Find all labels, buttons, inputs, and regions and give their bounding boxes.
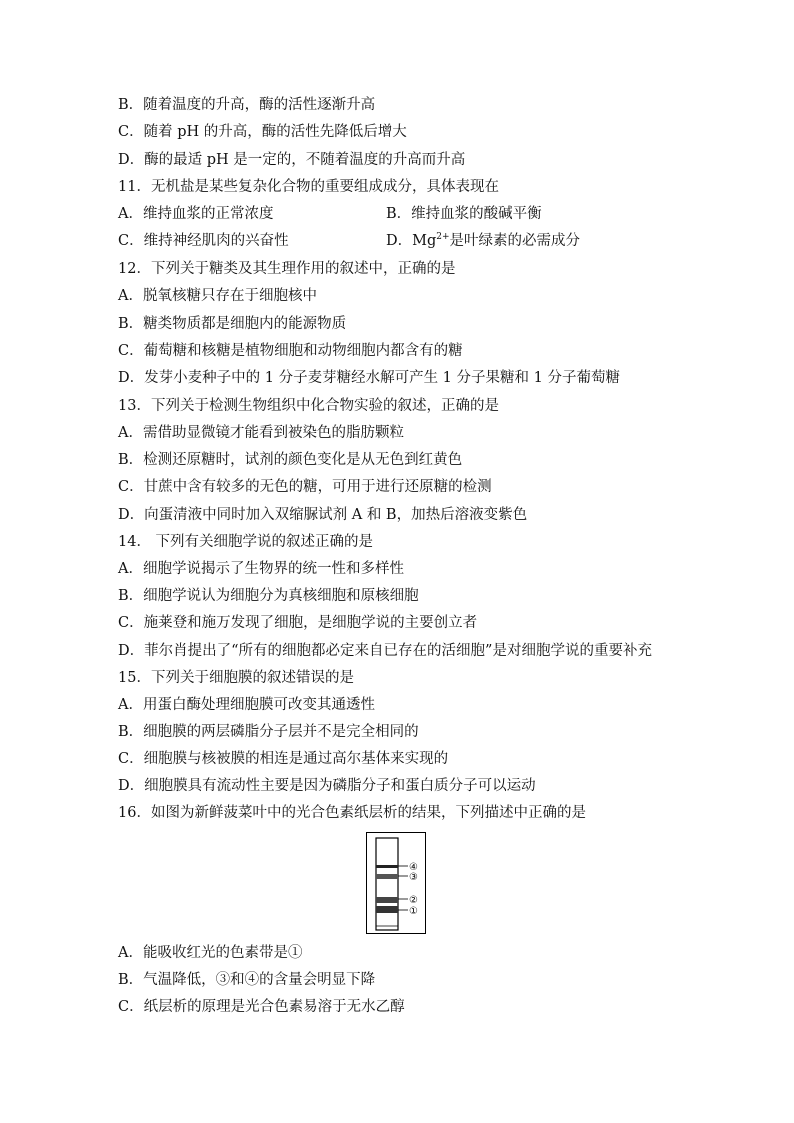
q13-option-c: C．甘蔗中含有较多的无色的糖，可用于进行还原糖的检测 — [118, 479, 492, 495]
q15-option-d: D．细胞膜具有流动性主要是因为磷脂分子和蛋白质分子可以运动 — [118, 778, 536, 794]
q12-option-b: B．糖类物质都是细胞内的能源物质 — [118, 316, 347, 332]
q10-option-b: B．随着温度的升高，酶的活性逐渐升高 — [118, 97, 376, 113]
chromatography-figure — [366, 832, 426, 934]
q15-option-c: C．细胞膜与核被膜的相连是通过高尔基体来实现的 — [118, 751, 449, 767]
q16-stem: 16．如图为新鲜菠菜叶中的光合色素纸层析的结果，下列描述中正确的是 — [118, 805, 586, 821]
q13-option-b: B．检测还原糖时，试剂的颜色变化是从无色到红黄色 — [118, 452, 463, 468]
q10-option-d: D．酶的最适 pH 是一定的，不随着温度的升高而升高 — [118, 152, 466, 168]
q11-stem: 11．无机盐是某些复杂化合物的重要组成成分，具体表现在 — [118, 179, 499, 195]
q11-option-d-suffix: 是叶绿素的必需成分 — [449, 233, 581, 249]
paper-strip — [376, 838, 398, 930]
q14-option-d: D．菲尔肖提出了“所有的细胞都必定来自已存在的活细胞”是对细胞学说的重要补充 — [118, 643, 652, 659]
q12-option-d: D．发芽小麦种子中的 1 分子麦芽糖经水解可产生 1 分子果糖和 1 分子葡萄糖 — [118, 370, 620, 386]
q13-option-a: A．需借助显微镜才能看到被染色的脂肪颗粒 — [118, 425, 404, 441]
q12-stem: 12．下列关于糖类及其生理作用的叙述中，正确的是 — [118, 261, 456, 277]
q12-option-a: A．脱氧核糖只存在于细胞核中 — [118, 288, 317, 304]
q16-option-a: A．能吸收红光的色素带是① — [118, 945, 303, 961]
q11-option-a: A．维持血浆的正常浓度 — [118, 206, 274, 222]
q15-option-a: A．用蛋白酶处理细胞膜可改变其通透性 — [118, 697, 375, 713]
q11-option-c: C．维持神经肌肉的兴奋性 — [118, 233, 289, 249]
q12-option-c: C．葡萄糖和核糖是植物细胞和动物细胞内都含有的糖 — [118, 343, 463, 359]
band-label-3: ③ — [409, 872, 418, 883]
q14-option-c: C．施莱登和施万发现了细胞，是细胞学说的主要创立者 — [118, 615, 478, 631]
band-2 — [376, 897, 398, 903]
q11-option-d-prefix: D．Mg — [386, 233, 437, 249]
q11-option-d-superscript: 2+ — [436, 232, 450, 243]
q10-option-c: C．随着 pH 的升高，酶的活性先降低后增大 — [118, 124, 407, 140]
q13-option-d: D．向蛋清液中同时加入双缩脲试剂 A 和 B，加热后溶液变紫色 — [118, 507, 528, 523]
q14-stem: 14． 下列有关细胞学说的叙述正确的是 — [118, 534, 374, 550]
q15-stem: 15．下列关于细胞膜的叙述错误的是 — [118, 670, 354, 686]
q13-stem: 13．下列关于检测生物组织中化合物实验的叙述，正确的是 — [118, 398, 499, 414]
band-4 — [376, 865, 398, 868]
q14-option-a: A．细胞学说揭示了生物界的统一性和多样性 — [118, 561, 404, 577]
band-3 — [376, 874, 398, 879]
q11-option-b: B．维持血浆的酸碱平衡 — [386, 206, 542, 222]
q16-option-b: B．气温降低，③和④的含量会明显下降 — [118, 972, 376, 988]
band-label-2: ② — [409, 895, 418, 906]
band-label-4: ④ — [409, 862, 418, 873]
q11-option-d — [386, 231, 580, 251]
q16-option-c: C．纸层析的原理是光合色素易溶于无水乙醇 — [118, 999, 405, 1015]
q14-option-b: B．细胞学说认为细胞分为真核细胞和原核细胞 — [118, 588, 419, 604]
q15-option-b: B．细胞膜的两层磷脂分子层并不是完全相同的 — [118, 724, 419, 740]
band-label-1: ① — [409, 906, 418, 917]
band-1 — [376, 906, 398, 913]
